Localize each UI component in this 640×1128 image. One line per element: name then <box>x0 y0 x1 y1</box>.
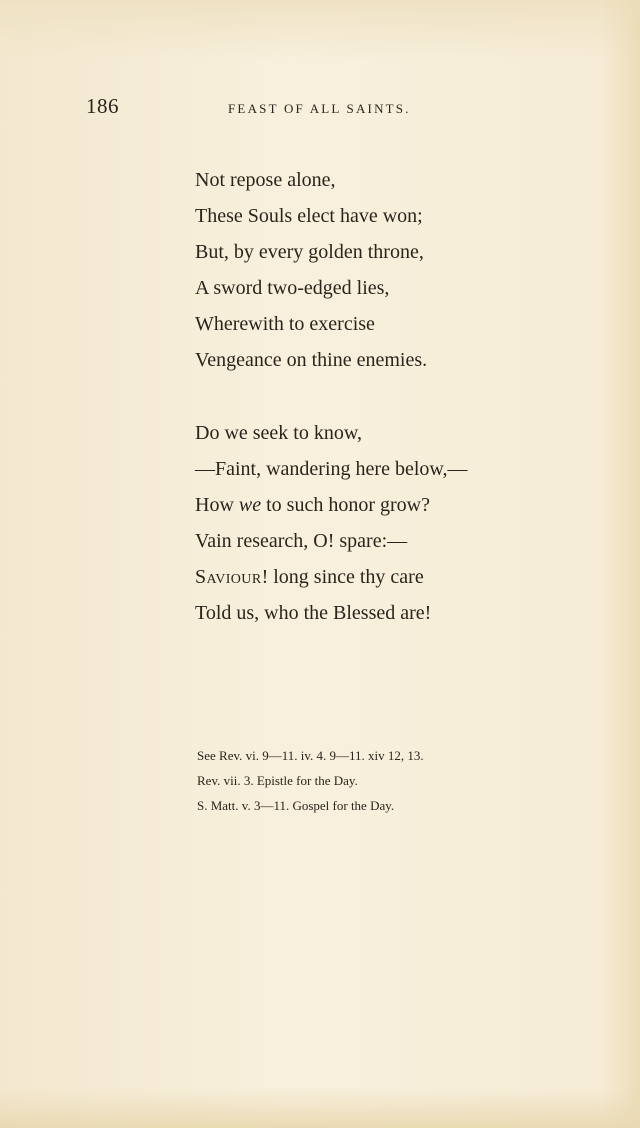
verse-line: Vain research, O! spare:— <box>195 530 408 552</box>
page-number: 186 <box>86 94 119 118</box>
verse-line: —Faint, wandering here below,— <box>195 458 468 480</box>
verse-text: ! long since thy care <box>261 566 424 588</box>
verse-line <box>195 563 555 599</box>
page-top-shading <box>0 0 640 60</box>
footnotes <box>197 746 517 821</box>
verse-line: These Souls elect have won; <box>195 205 423 227</box>
verse-line: Told us, who the Blessed are! <box>195 602 432 624</box>
page-right-shading <box>600 0 640 1128</box>
verse-line: Do we seek to know, <box>195 422 363 444</box>
stanza-1 <box>195 166 555 382</box>
page-bottom-shading <box>0 1088 640 1128</box>
verse-line: Wherewith to exercise <box>195 313 375 335</box>
verse-line: But, by every golden throne, <box>195 241 424 263</box>
footnote: Rev. vii. 3. Epistle for the Day. <box>197 773 358 788</box>
verse-line: Not repose alone, <box>195 169 336 191</box>
verse-line <box>195 491 555 527</box>
verse-text: How <box>195 494 234 516</box>
verse-line: Vengeance on thine enemies. <box>195 349 428 371</box>
stanza-2 <box>195 419 555 635</box>
footnote: S. Matt. v. 3—11. Gospel for the Day. <box>197 798 395 813</box>
running-title: FEAST OF ALL SAINTS. <box>228 101 411 116</box>
verse-small-caps: Saviour <box>195 566 262 588</box>
verse-line: A sword two-edged lies, <box>195 277 390 299</box>
verse-text: to such honor grow? <box>266 494 430 516</box>
footnote: See Rev. vi. 9—11. iv. 4. 9—11. xiv 12, 13. <box>197 748 424 763</box>
verse-emphasis: we <box>238 494 262 516</box>
